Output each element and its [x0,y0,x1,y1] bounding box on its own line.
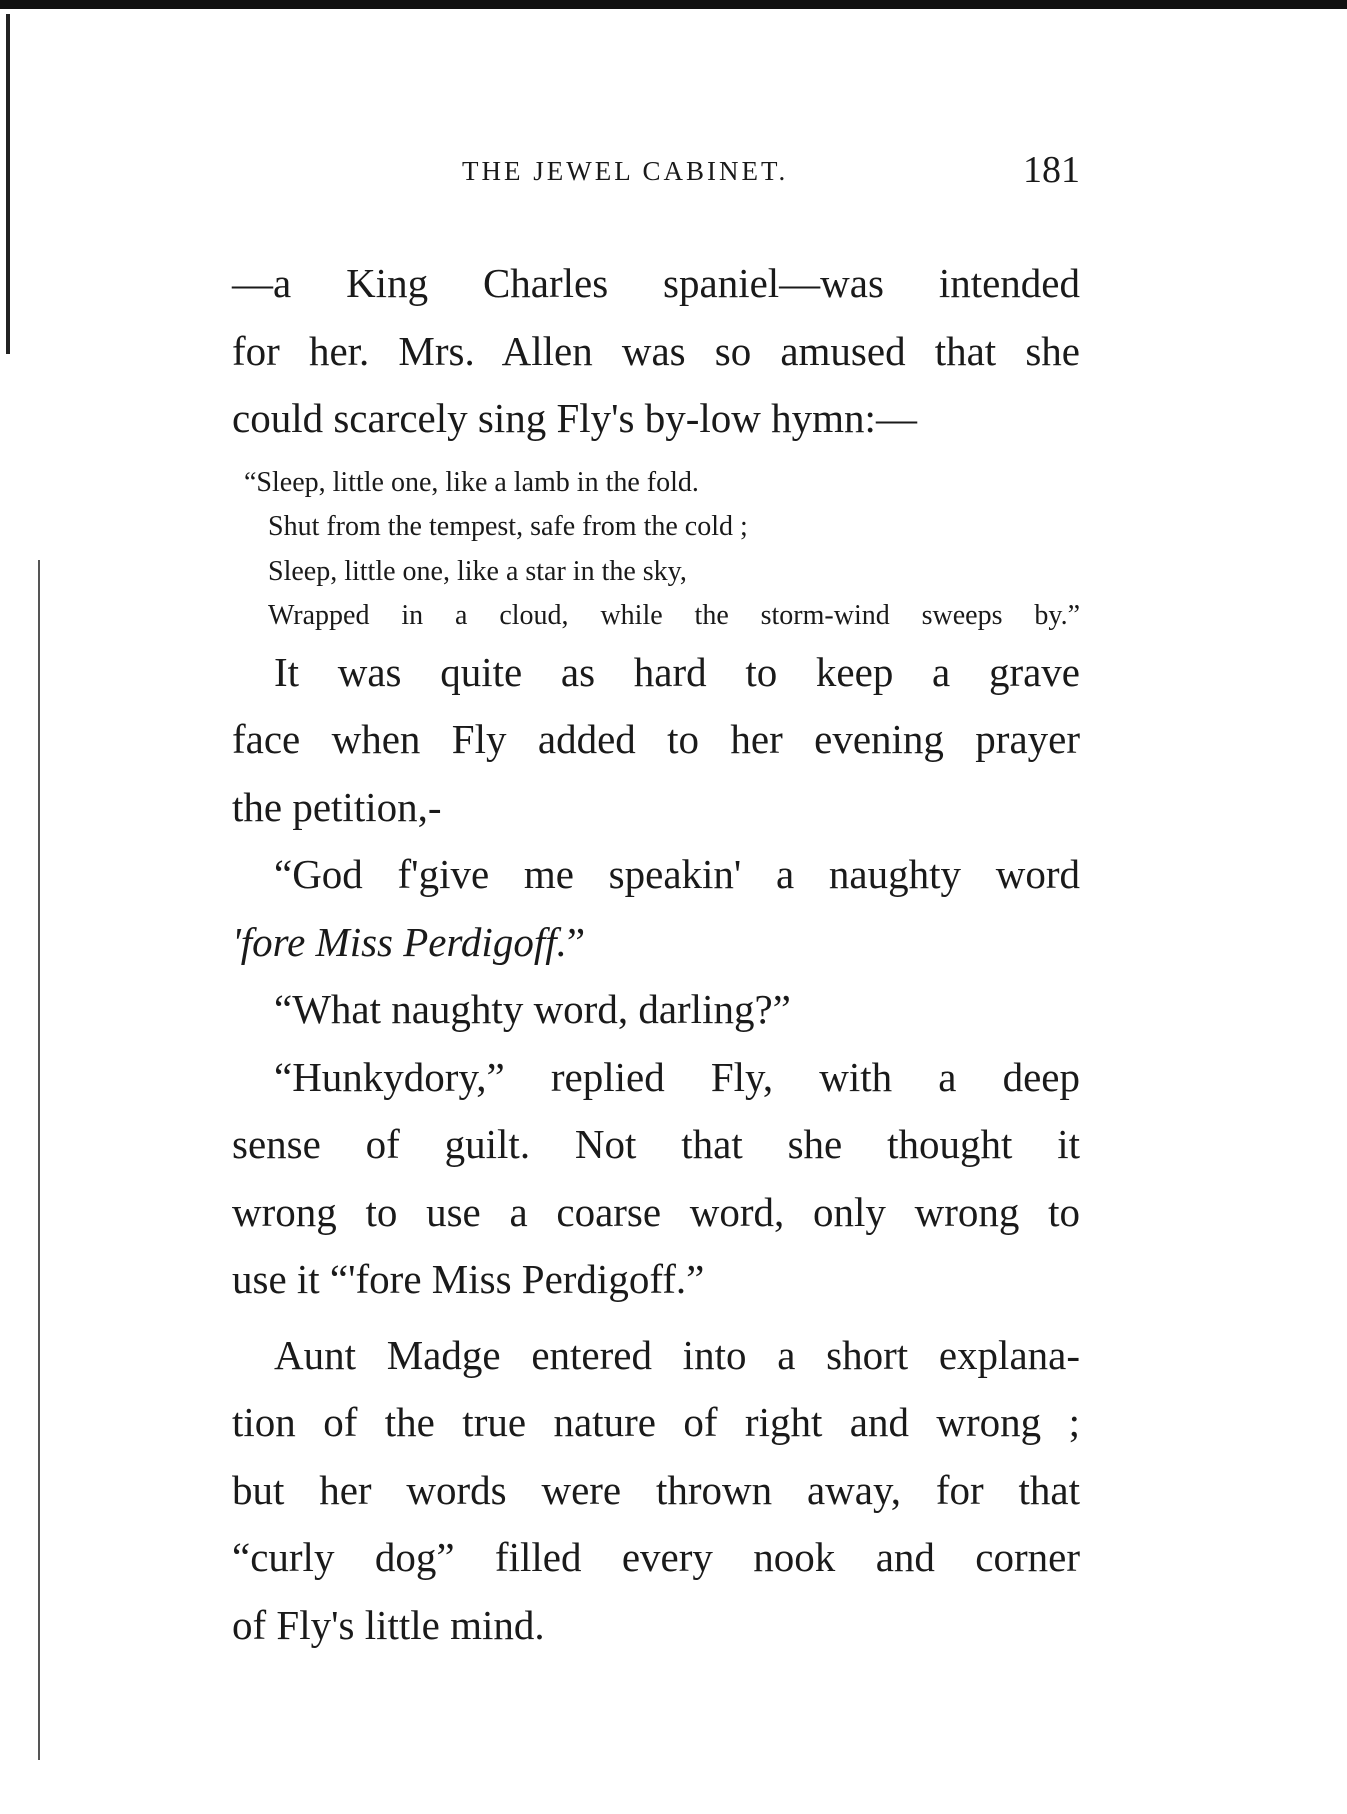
text-line: could scarcely sing Fly's by-low hymn:— [232,395,917,441]
text-line: Aunt Madge entered into a short explana- [274,1331,1080,1378]
text-line: tion of the true nature of right and wrong ; [232,1399,1080,1445]
text-line: sense of guilt. Not that she thought it [232,1121,1080,1167]
text-line: It was quite as hard to keep a grave [274,648,1080,695]
text-line: use it “'fore Miss Perdigoff.” [232,1256,705,1302]
text-line: the petition,- [232,783,442,830]
text-line: face when Fly added to her evening prayer [232,716,1080,762]
paragraph-6 [232,1322,1080,1660]
text-line: but her words were thrown away, for that [232,1466,1080,1513]
verse-line: Sleep, little one, like a star in the sky, [268,555,687,587]
page-body [232,250,1080,1659]
verse-line: Shut from the tempest, safe from the cold ; [268,511,748,542]
paragraph-4 [232,976,1080,1044]
text-line: “curly dog” filled every nook and corner [232,1534,1080,1580]
left-edge-rule [6,14,10,354]
text-line: of Fly's little mind. [232,1601,545,1648]
page-number: 181 [1023,149,1080,191]
verse-line: Wrapped in a cloud, while the storm-wind sweeps by.” [268,600,1080,631]
text-line: wrong to use a coarse word, only wrong to [232,1188,1080,1235]
left-margin-rule [38,560,40,1760]
paragraph-2 [232,639,1080,842]
text-line: “Hunkydory,” replied Fly, with a deep [274,1053,1080,1100]
hymn-verse [232,461,1080,639]
text-line: —a King Charles spaniel—was intended [232,260,1080,306]
running-head: THE JEWEL CABINET. [462,156,789,186]
closing-quote: ” [566,918,586,965]
italic-text: 'fore Miss Perdigoff. [232,918,567,965]
text-line: for her. Mrs. Allen was so amused that she [232,327,1080,374]
text-line [232,909,1080,977]
page-header [232,148,1080,198]
paragraph-1 [232,250,1080,453]
top-edge-rule [0,0,1347,9]
verse-line: “Sleep, little one, like a lamb in the fold. [244,466,699,498]
paragraph-5 [232,1044,1080,1314]
text-line: “God f'give me speakin' a naughty word [274,851,1080,897]
paragraph-3 [232,841,1080,976]
text-line: “What naughty word, darling?” [274,986,791,1032]
